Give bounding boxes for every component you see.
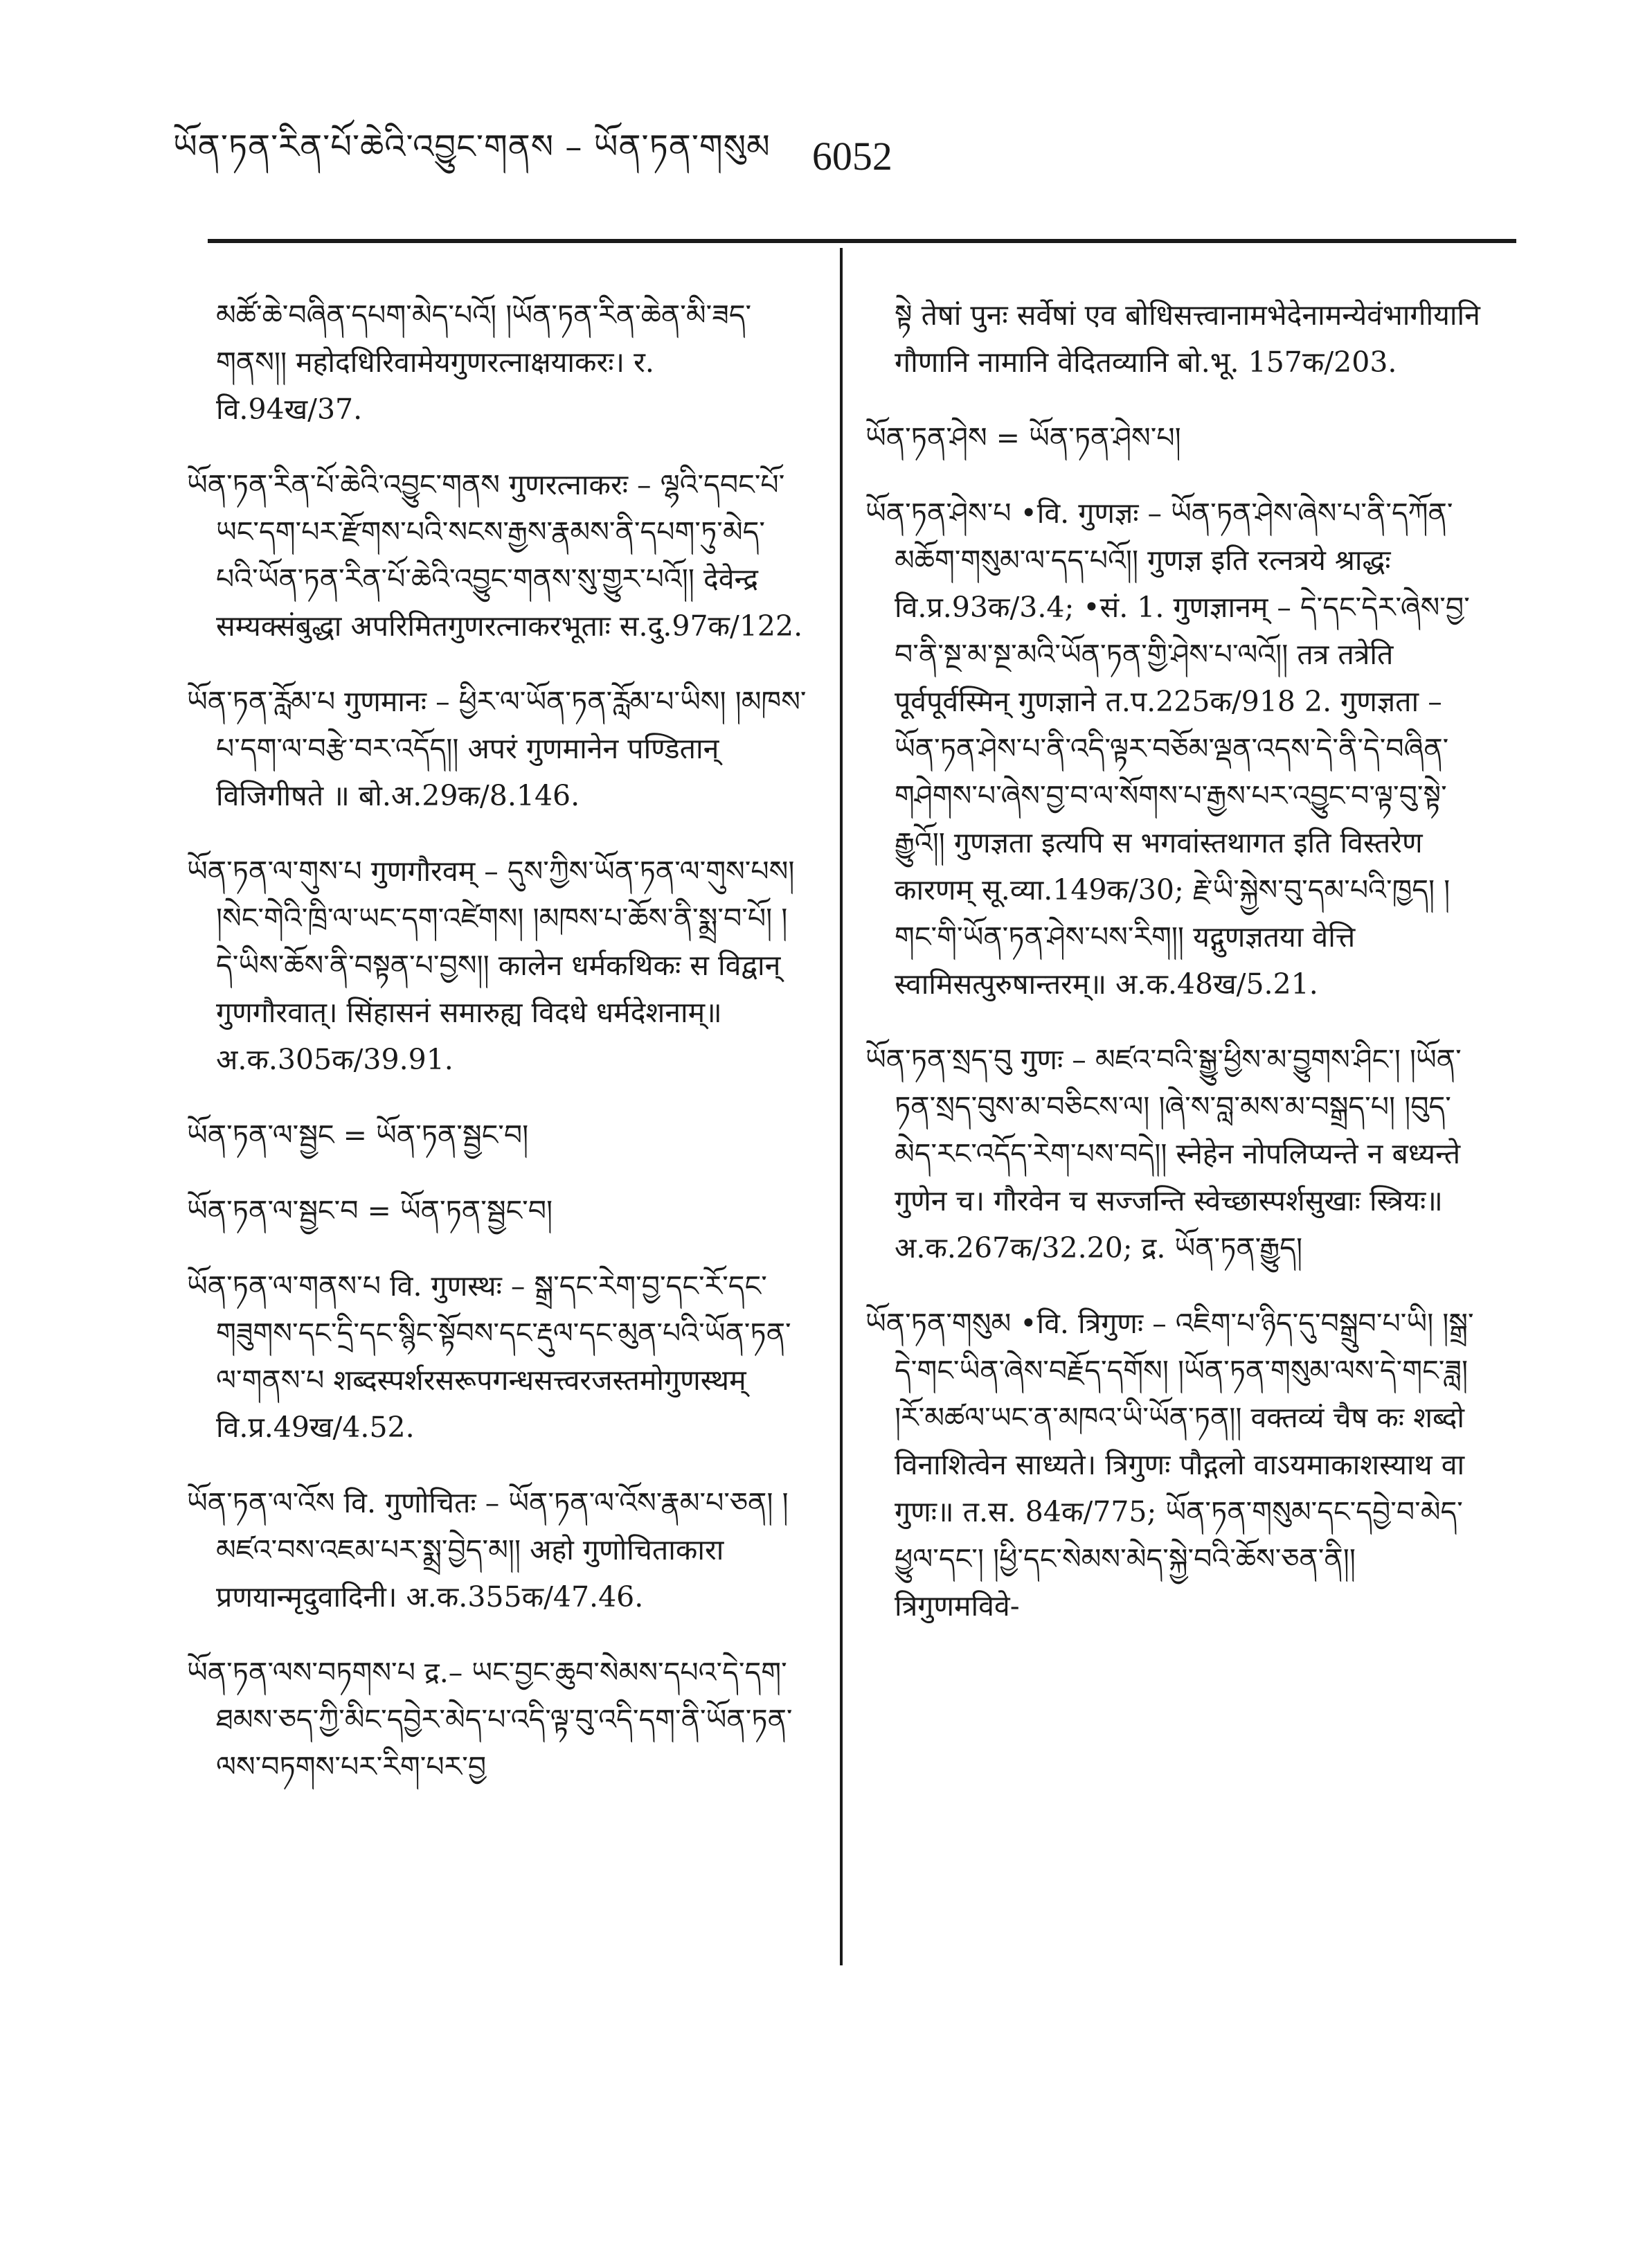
dictionary-entry: ཡོན་ཏན་ལ་གནས་པ वि. गुणस्थः – སྒྲ་དང་རེག་བྱ་དང་རོ་དང་གཟུགས་དང་དྲི་དང་སྙིང་སྟོབས་དང་རྡུལ་དང་མུན་པའི་ཡོན་ཏན་ལ་གནས་པ शब्दस्पर्शरसरूपगन्धसत्त्वरजस्तमोगुणस्थम् वि.प्र.49ख/4.52. xyxy=(187,1269,791,1444)
dictionary-entry: མཚོ་ཆེ་བཞིན་དཔག་མེད་པའོ། །ཡོན་ཏན་རིན་ཆེན་མི་ཟད་གནས།། महोदधिरिवामेयगुणरत्नाक्षयाकरः। र. वि.94ख/37. xyxy=(216,298,752,426)
running-head xyxy=(173,118,935,194)
header-rule xyxy=(208,239,1516,243)
dictionary-entry: ཡོན་ཏན་རིན་པོ་ཆེའི་འབྱུང་གནས गुणरत्नाकरः – ལྷའི་དབང་པོ་ཡང་དག་པར་རྫོགས་པའི་སངས་རྒྱས་རྣམས་ནི་དཔག་ཏུ་མེད་པའི་ཡོན་ཏན་རིན་པོ་ཆེའི་འབྱུང་གནས་སུ་གྱུར་པའོ།། देवेन्द्र सम्यक्संबुद्धा अपरिमितगुणरत्नाकरभूताः स.दु.97क/122. xyxy=(187,468,803,643)
dictionary-entry: ཡོན་ཏན་ལ་སྦྱང = ཡོན་ཏན་སྦྱང་བ། xyxy=(187,1118,529,1152)
dictionary-entry: ཡོན་ཏན་ཤེས་པ •वि. गुणज्ञः – ཡོན་ཏན་ཤེས་ཞེས་པ་ནི་དཀོན་མཆོག་གསུམ་ལ་དད་པའོ།། गुणज्ञ इति रत्नत्रये श्राद्धः वि.प्र.93क/3.4; •सं. 1. गुणज्ञानम् – དེ་དང་དེར་ཞེས་བྱ་བ་ནི་སྔ་མ་སྔ་མའི་ཡོན་ཏན་གྱི་ཤེས་པ་ལའོ།། तत्र तत्रेति पूर्वपूर्वस्मिन् गुणज्ञाने त.प.225क/918 2. गुणज्ञता – ཡོན་ཏན་ཤེས་པ་ནི་འདི་ལྟར་བཅོམ་ལྡན་འདས་དེ་ནི་དེ་བཞིན་གཤེགས་པ་ཞེས་བྱ་བ་ལ་སོགས་པ་རྒྱས་པར་འབྱུང་བ་ལྟ་བུ་སྟེ་རྒྱུའོ།། गुणज्ञता इत्यपि स भगवांस्तथागत इति विस्तरेण कारणम् सू.व्या.149क/30; རྗེ་ཡི་སྐྱེས་བུ་དམ་པའི་ཁྱད། །གང་གི་ཡོན་ཏན་ཤེས་པས་རིག།། यद्गुणज्ञतया वेत्ति स्वामिसत्पुरुषान्तरम्॥ अ.क.48ख/5.21. xyxy=(865,497,1470,1001)
dictionary-entry: ཡོན་ཏན་ལ་སྦྱང་བ = ཡོན་ཏན་སྦྱང་བ། xyxy=(187,1194,553,1227)
dictionary-entry: སྟེ तेषां पुनः सर्वेषां एव बोधिसत्त्वानामभेदेनामन्येवंभागीयानि गौणानि नामानि वेदितव्यानि बो.भू. 157क/203. xyxy=(895,298,1480,379)
right-column xyxy=(865,263,1482,2071)
left-column xyxy=(187,263,807,1974)
dictionary-entry: ཡོན་ཏན་ཤེས = ཡོན་ཏན་ཤེས་པ། xyxy=(865,421,1181,454)
page-number: 6052 xyxy=(811,133,892,179)
dictionary-entry: ཡོན་ཏན་ལ་འོས वि. गुणोचितः – ཡོན་ཏན་ལ་འོས་རྣམ་པ་ཅན། །མཛའ་བས་འཇམ་པར་སྨྲ་བྱེད་མ།། अहो गुणोचिताकारा प्रणयान्मृदुवादिनी। अ.क.355क/47.46. xyxy=(187,1486,789,1614)
running-head-title: ཡོན་ཏན་རིན་པོ་ཆེའི་འབྱུང་གནས – ཡོན་ཏན་གསུམ xyxy=(173,127,771,166)
dictionary-entry: ཡོན་ཏན་ལ་གུས་པ गुणगौरवम् – དུས་ཀྱིས་ཡོན་ཏན་ལ་གུས་པས། །སེང་གེའི་ཁྲི་ལ་ཡང་དག་འཛེགས། །མཁས་པ་ཆོས་ནི་སྨྲ་བ་པོ། །དེ་ཡིས་ཆོས་ནི་བསྟན་པ་བྱས།། कालेन धर्मकथिकः स विद्वान् गुणगौरवात्। सिंहासनं समारुह्य विदधे धर्मदेशनाम्॥ अ.क.305क/39.91. xyxy=(187,855,795,1076)
dictionary-entry: ཡོན་ཏན་སྲད་བུ गुणः – མཛའ་བའི་སྒྱུ་ཕྱིས་མ་བྱུགས་ཤིང་། །ཡོན་ཏན་སྲད་བུས་མ་བཅིངས་ལ། །ཞེ་ས་བླ་མས་མ་བསྒྲད་པ། །བུད་མེད་རང་འདོད་རེག་པས་བདེ།། स्नेहेन नोपलिप्यन्ते न बध्यन्ते गुणेन च। गौरवेन च सज्जन्ति स्वेच्छास्पर्शसुखाः स्त्रियः॥ अ.क.267क/32.20; द्र. ཡོན་ཏན་རྒྱུད། xyxy=(865,1043,1462,1265)
dictionary-entry: ཡོན་ཏན་གསུམ •वि. त्रिगुणः – འཇིག་པ་ཉིད་དུ་བསྒྲུབ་པ་ཡི། །སྒྲ་དེ་གང་ཡིན་ཞེས་བརྗོད་དགོས། །ཡོན་ཏན་གསུམ་ལས་དེ་གང་ཟླ། །རོ་མཚལ་ཡང་ན་མཁའ་ཡི་ཡོན་ཏན།། वक्तव्यं चैष कः शब्दो विनाशित्वेन साध्यते। त्रिगुणः पौद्गलो वाऽयमाकाशस्याथ वा गुणः॥ त.स. 84क/775; ཡོན་ཏན་གསུམ་དང་དབྱེ་བ་མེད་ཕྱུལ་དང་། །ཕྱི་དང་སེམས་མེད་སྐྱེ་བའི་ཆོས་ཅན་ནི།། त्रिगुणमविवे- xyxy=(865,1307,1474,1623)
column-divider xyxy=(840,248,843,1965)
dictionary-entry: ཡོན་ཏན་ལས་བཏགས་པ द्र.– ཡང་བྱང་ཆུབ་སེམས་དཔའ་དེ་དག་ཐམས་ཅད་ཀྱི་མིང་དབྱེར་མེད་པ་འདི་ལྟ་བུ་འདི་དག་ནི་ཡོན་ཏན་ལས་བཏགས་པར་རིག་པར་བྱ xyxy=(187,1656,793,1783)
dictionary-entry: ཡོན་ཏན་རློམ་པ गुणमानः – ཕྱིར་ལ་ཡོན་ཏན་རློམ་པ་ཡིས། །མཁས་པ་དག་ལ་བརྩེ་བར་འདོད།། अपरं गुणमानेन पण्डितान् विजिगीषते ॥ बो.अ.29क/8.146. xyxy=(187,685,807,812)
